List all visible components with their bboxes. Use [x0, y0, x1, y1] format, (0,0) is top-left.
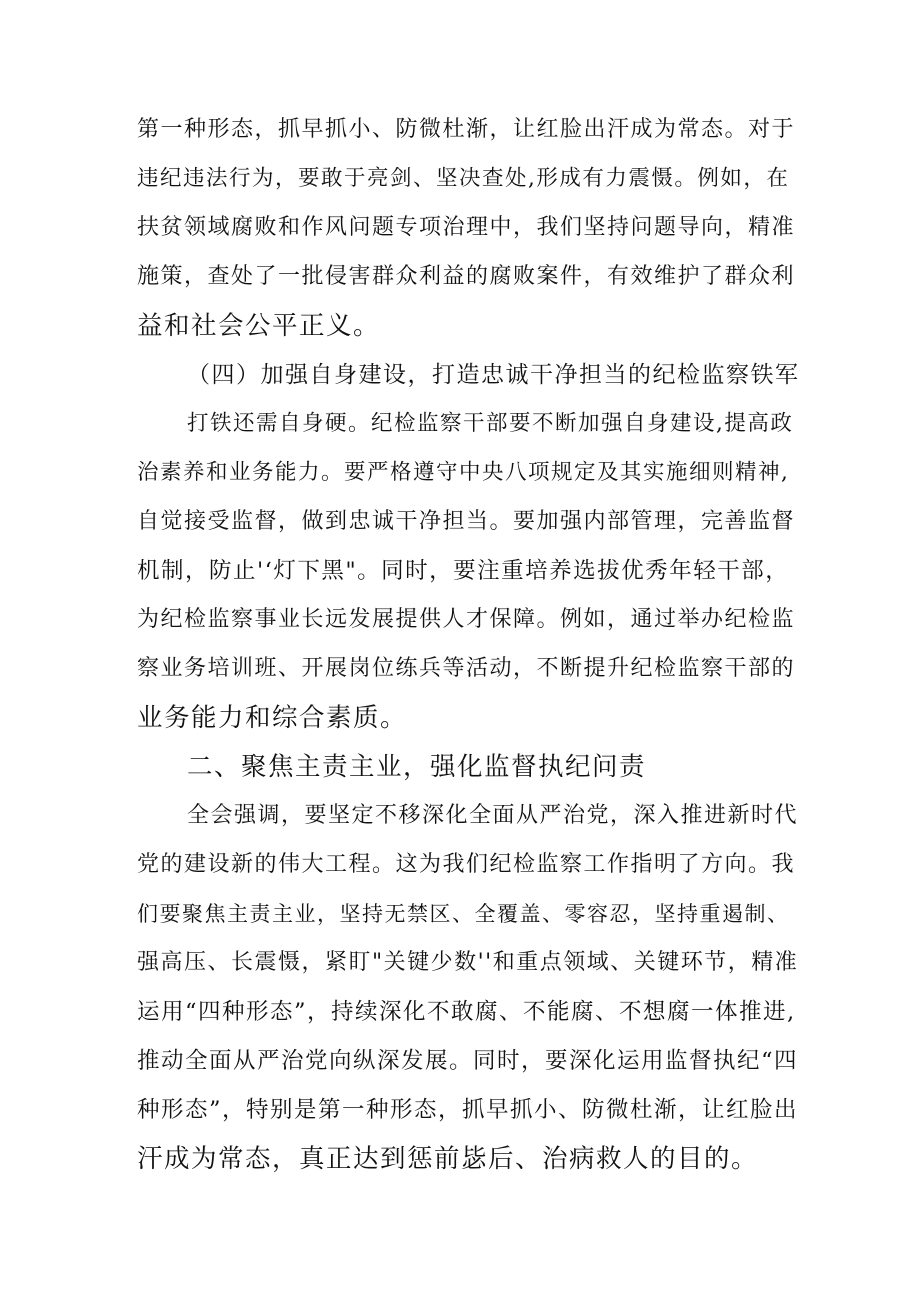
paragraph-line: 种形态”，特别是第一种形态，抓早抓小、防微杜渐，让红脸出 [137, 1097, 799, 1123]
paragraph-line: 自觉接受监督，做到忠诚干净担当。要加强内部管理，完善监督 [137, 509, 796, 534]
paragraph-line: 扶贫领域腐败和作风问题专项治理中，我们坚持问题导向，精准 [137, 215, 796, 240]
paragraph-line: 党的建设新的伟大工程。这为我们纪检监察工作指明了方向。我 [137, 852, 796, 877]
paragraph-line: 们要聚焦主责主业，坚持无禁区、全覆盖、零容忍，坚持重遏制、 [137, 902, 790, 926]
paragraph-line: 强高压、长震慑，紧盯"关键少数''和重点领域、关键环节，精准 [137, 950, 799, 975]
paragraph-line: 第一种形态，抓早抓小、防微杜渐，让红脸出汗成为常态。对于 [137, 117, 796, 142]
paragraph-line: 治素养和业务能力。要严格遵守中央八项规定及其实施细则精神, [137, 460, 790, 485]
paragraph-line: 察业务培训班、开展岗位练兵等活动，不断提升纪检监察干部的 [137, 656, 796, 681]
section-heading: （四）加强自身建设，打造忠诚干净担当的纪检监察铁军 [187, 362, 800, 388]
paragraph-line: 打铁还需自身硬。纪检监察干部要不断加强自身建设,提高政 [187, 411, 794, 436]
paragraph-line: 施策，查处了一批侵害群众利益的腐败案件，有效维护了群众利 [137, 264, 796, 289]
paragraph-line: 机制，防止'‘灯下黑"。同时，要注重培养选拔优秀年轻干部， [137, 558, 790, 584]
paragraph-line: 为纪检监察事业长远发展提供人才保障。例如，通过举办纪检监 [137, 607, 796, 632]
paragraph-line: 违纪违法行为，要敢于亮剑、坚决查处,形成有力震慑。例如，在 [137, 166, 790, 191]
paragraph-line: 推动全面从严治党向纵深发展。同时，要深化运用监督执纪“四 [137, 1048, 799, 1074]
paragraph-line: 全会强调，要坚定不移深化全面从严治党，深入推进新时代 [187, 803, 799, 828]
paragraph-line: 益和社会公平正义。 [137, 311, 381, 341]
paragraph-line: 业务能力和综合素质。 [137, 703, 408, 733]
section-heading: 二、聚焦主责主业，强化监督执纪问责 [187, 752, 647, 782]
paragraph-line: 运用“四种形态”，持续深化不敢腐、不能腐、不想腐一体推进, [137, 999, 796, 1025]
paragraph-line: 汗成为常态，真正达到惩前毖后、治病救人的目的。 [137, 1144, 759, 1174]
